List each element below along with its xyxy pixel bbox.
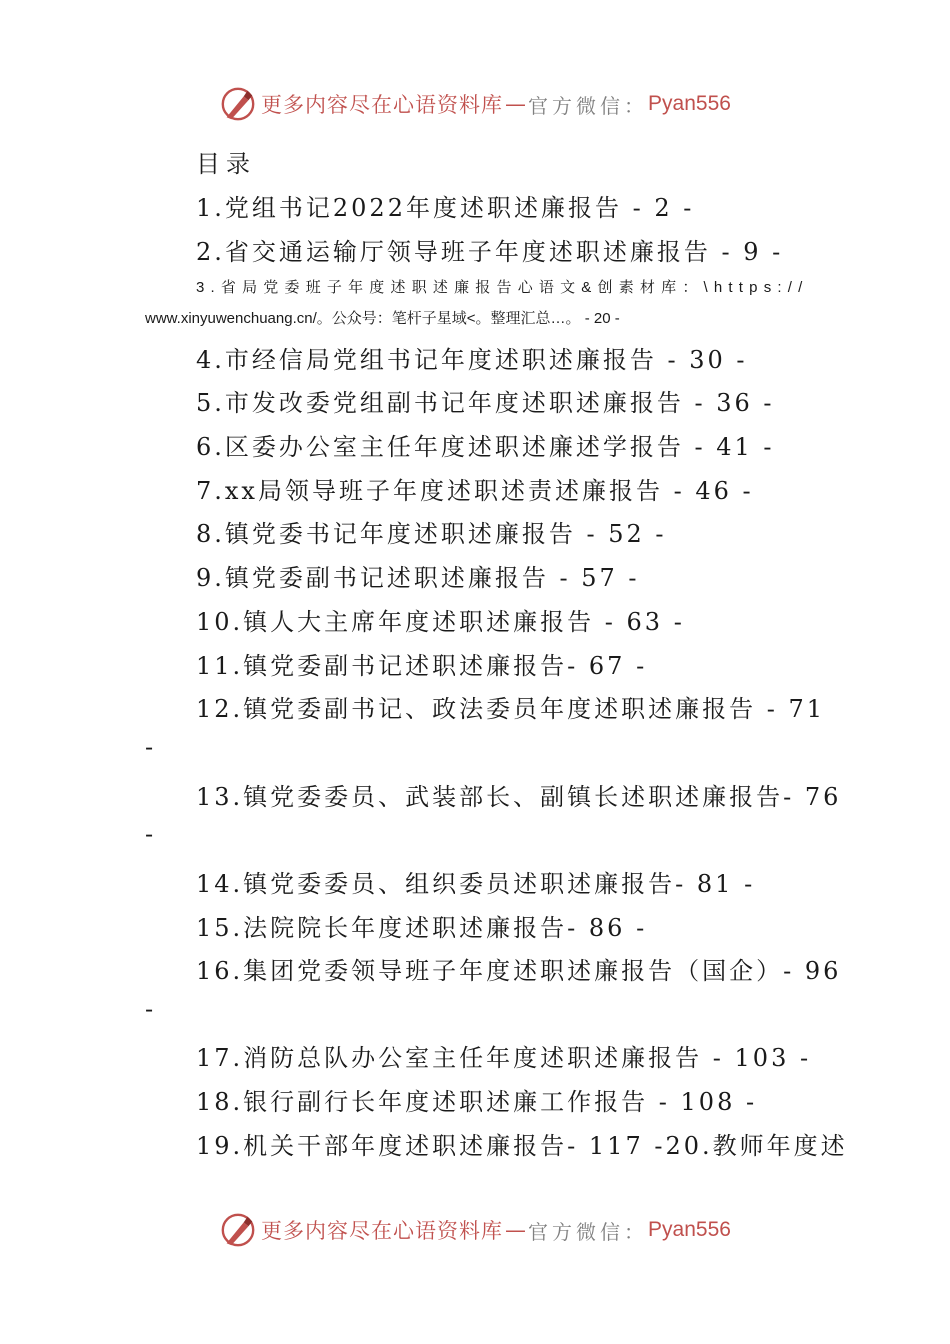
toc-entry[interactable]: 11.镇党委副书记述职述廉报告- 67 - xyxy=(196,652,648,680)
toc-title: 目录 xyxy=(196,150,256,178)
toc-entry-wrap-dash: - xyxy=(145,733,154,761)
toc-entry[interactable]: 14.镇党委委员、组织委员述职述廉报告- 81 - xyxy=(196,870,756,898)
toc-entry[interactable]: 9.镇党委副书记述职述廉报告 - 57 - xyxy=(196,564,640,592)
toc-entry[interactable]: 13.镇党委委员、武装部长、副镇长述职述廉报告- 76 xyxy=(196,783,842,811)
toc-entry-3-line-1[interactable]: 3.省局党委班子年度述职述廉报告心语文&创素材库：\https:// xyxy=(196,279,809,296)
toc-entry[interactable]: 17.消防总队办公室主任年度述职述廉报告 - 103 - xyxy=(196,1044,812,1072)
toc-entry[interactable]: 16.集团党委领导班子年度述职述廉报告（国企）- 96 xyxy=(196,957,842,985)
toc-entry[interactable]: 10.镇人大主席年度述职述廉报告 - 63 - xyxy=(196,608,685,636)
watermark-banner-bottom xyxy=(0,1208,950,1252)
toc-entry-wrap-dash: - xyxy=(145,995,154,1023)
toc-entry[interactable]: 1.党组书记2022年度述职述廉报告 - 2 - xyxy=(196,194,695,222)
banner-dash: — xyxy=(505,92,527,116)
banner-wechat-id: Pyan556 xyxy=(648,1218,731,1241)
toc-entry[interactable]: 18.银行副行长年度述职述廉工作报告 - 108 - xyxy=(196,1088,758,1116)
toc-entry[interactable]: 12.镇党委副书记、政法委员年度述职述廉报告 - 71 xyxy=(196,695,826,723)
toc-entry[interactable]: 2.省交通运输厅领导班子年度述职述廉报告 - 9 - xyxy=(196,238,784,266)
toc-entry[interactable]: 8.镇党委书记年度述职述廉报告 - 52 - xyxy=(196,520,667,548)
pen-logo-icon xyxy=(219,1211,257,1249)
pen-logo-icon xyxy=(219,85,257,123)
toc-entry[interactable]: 7.xx局领导班子年度述职述责述廉报告 - 46 - xyxy=(196,477,754,505)
toc-entry-3-line-2[interactable]: www.xinyuwenchuang.cn/。公众号：笔杆子星域<。整理汇总…。 - 20 - xyxy=(145,310,620,327)
toc-entry[interactable]: 19.机关干部年度述职述廉报告- 117 -20.教师年度述 xyxy=(196,1132,848,1160)
toc-entry[interactable]: 4.市经信局党组书记年度述职述廉报告 - 30 - xyxy=(196,346,748,374)
toc-entry[interactable]: 15.法院院长年度述职述廉报告- 86 - xyxy=(196,914,648,942)
banner-text: 更多内容尽在心语资料库 xyxy=(261,93,504,117)
toc-entry[interactable]: 6.区委办公室主任年度述职述廉述学报告 - 41 - xyxy=(196,433,775,461)
banner-wechat-label: 官方微信： xyxy=(528,1219,649,1244)
toc-entry-wrap-dash: - xyxy=(145,820,154,848)
watermark-banner-top xyxy=(0,82,950,126)
banner-wechat-label: 官方微信： xyxy=(528,93,649,118)
banner-dash: — xyxy=(505,1218,527,1242)
banner-wechat-id: Pyan556 xyxy=(648,92,731,115)
banner-text: 更多内容尽在心语资料库 xyxy=(261,1219,504,1243)
toc-entry[interactable]: 5.市发改委党组副书记年度述职述廉报告 - 36 - xyxy=(196,389,775,417)
